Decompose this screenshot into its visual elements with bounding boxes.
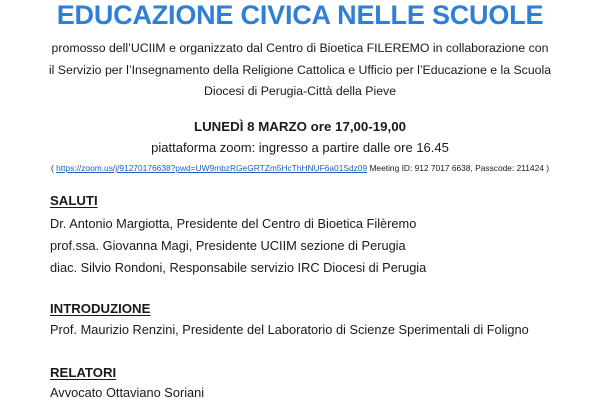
- intro-line-1: promosso dell’UCIIM e organizzato dal Centro di Bioetica FILEREMO in collaborazione con: [51, 41, 549, 55]
- zoom-meeting-link[interactable]: https://zoom.us/j/91270176638?pwd=UW9mbzRGeGRTZm5HcThHNUF6a01Sdz09: [56, 163, 368, 173]
- intro-line-2: il Servizio per l’Insegnamento della Religione Cattolica e Ufficio per l’Educazione e la Scuola: [48, 62, 552, 77]
- relatori-line-1: Avvocato Ottaviano Soriani: [50, 385, 205, 400]
- zoom-meeting-details: Meeting ID: 912 7017 6638, Passcode: 211424 ): [369, 163, 550, 173]
- relatori-heading: RELATORI: [50, 365, 117, 380]
- introduzione-line-1: Prof. Maurizio Renzini, Presidente del Laboratorio di Scienze Sperimentali di Foligno: [50, 322, 529, 337]
- saluti-heading: SALUTI: [50, 193, 98, 208]
- saluti-line-2: prof.ssa. Giovanna Magi, Presidente UCIIM sezione di Perugia: [50, 238, 406, 253]
- zoom-open-paren: (: [50, 163, 54, 173]
- document-title: EDUCAZIONE CIVICA NELLE SCUOLE: [56, 0, 544, 30]
- event-platform: piattaforma zoom: ingresso a partire dalle ore 16.45: [151, 140, 449, 155]
- saluti-line-3: diac. Silvio Rondoni, Responsabile servizio IRC Diocesi di Perugia: [50, 260, 427, 275]
- saluti-line-1: Dr. Antonio Margiotta, Presidente del Centro di Bioetica Filèremo: [50, 216, 417, 231]
- intro-paragraph: [0, 38, 600, 103]
- event-datetime: LUNEDÌ 8 MARZO ore 17,00-19,00: [193, 119, 407, 134]
- introduzione-heading: INTRODUZIONE: [50, 301, 151, 316]
- zoom-info-line: [0, 162, 600, 174]
- intro-line-3: Diocesi di Perugia-Città della Pieve: [203, 84, 397, 98]
